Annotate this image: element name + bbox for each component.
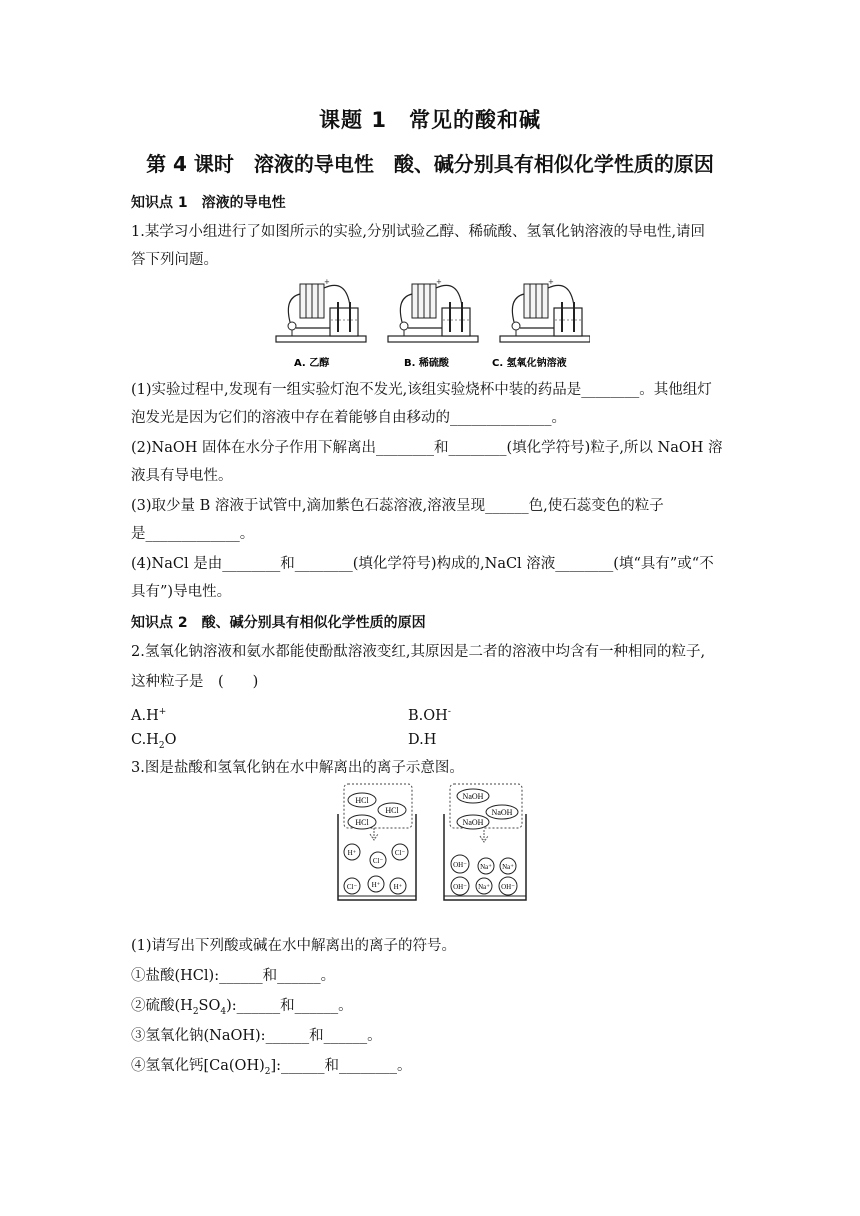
hcl-molecule: HCl: [385, 806, 399, 815]
q3-sub-3: ③氢氧化钠(NaOH):______和______。: [131, 1028, 382, 1044]
naoh-molecule: NaOH: [462, 818, 484, 827]
question-1-line2: 答下列问题。: [131, 252, 218, 268]
section-heading-1: 知识点 1 溶液的导电性: [131, 195, 286, 211]
ion-cl: Cl⁻: [346, 883, 358, 891]
caption-c: C. 氢氧化钠溶液: [492, 358, 567, 369]
hcl-molecule: HCl: [355, 796, 369, 805]
option-b: B.OH-: [408, 707, 451, 724]
ion-na: Na⁺: [502, 863, 514, 871]
q1-part2-line1: (2)NaOH 固体在水分子作用下解离出________和________(填化学符号)粒子,所以 NaOH 溶: [131, 440, 723, 456]
q1-part1-line1: (1)实验过程中,发现有一组实验灯泡不发光,该组实验烧杯中装的药品是________。其他组灯: [131, 382, 712, 398]
apparatus-b: [388, 278, 478, 342]
q1-part3-line2: 是_____________。: [131, 526, 255, 542]
q3-part1: (1)请写出下列酸或碱在水中解离出的离子的符号。: [131, 938, 457, 954]
ion-h: H⁺: [371, 881, 381, 889]
ion-h: H⁺: [393, 883, 403, 891]
q3-sub-4: ④氢氧化钙$[Ca(OH)_2]:\_\_\_\_\_\_$和________。: [131, 1058, 412, 1077]
question-1-line1: 1.某学习小组进行了如图所示的实验,分别试验乙醇、稀硫酸、氢氧化钠溶液的导电性,请回: [131, 224, 706, 240]
caption-b: B. 稀硫酸: [404, 358, 449, 369]
conductivity-apparatus-figure: [272, 276, 590, 372]
ion-na: Na⁺: [478, 883, 490, 891]
ion-oh: OH⁻: [501, 883, 515, 891]
ion-dissociation-figure: [336, 780, 532, 904]
apparatus-c: [500, 278, 590, 342]
question-3-line: 3.图是盐酸和氢氧化钠在水中解离出的离子示意图。: [131, 760, 464, 776]
ion-oh: OH⁻: [453, 883, 467, 891]
question-2-line1: 2.氢氧化钠溶液和氨水都能使酚酞溶液变红,其原因是二者的溶液中均含有一种相同的粒子,: [131, 644, 706, 660]
ion-oh: OH⁻: [453, 861, 467, 869]
caption-a: A. 乙醇: [294, 358, 330, 369]
naoh-molecule: NaOH: [491, 808, 513, 817]
question-2-line2: 这种粒子是 ( ): [131, 674, 259, 690]
q1-part3-line1: (3)取少量 B 溶液于试管中,滴加紫色石蕊溶液,溶液呈现______色,使石蕊变色的粒子: [131, 498, 664, 514]
naoh-molecule: NaOH: [462, 792, 484, 801]
q1-part4-line2: 具有”)导电性。: [131, 584, 232, 600]
ion-na: Na⁺: [480, 863, 492, 871]
q3-sub-2: ②硫酸$(H_2SO_4):\_\_\_\_\_\_$和______。: [131, 998, 353, 1017]
section-heading-2: 知识点 2 酸、碱分别具有相似化学性质的原因: [131, 615, 426, 631]
q1-part1-line2: 泡发光是因为它们的溶液中存在着能够自由移动的______________。: [131, 410, 566, 426]
q1-part4-line1: (4)NaCl 是由________和________(填化学符号)构成的,NaCl 溶液________(填“具有”或“不: [131, 556, 714, 572]
lesson-subtitle: 第 4 课时 溶液的导电性 酸、碱分别具有相似化学性质的原因: [146, 152, 714, 176]
ion-cl: Cl⁻: [394, 849, 406, 857]
page-title: 课题 1 常见的酸和碱: [319, 108, 541, 132]
hcl-molecule: HCl: [355, 818, 369, 827]
ion-cl: Cl⁻: [372, 857, 384, 865]
apparatus-a: [276, 278, 366, 342]
svg-text:+: +: [324, 278, 330, 286]
q1-part2-line2: 液具有导电性。: [131, 468, 233, 484]
option-a: A.H+: [131, 707, 167, 724]
option-d: D.H: [408, 732, 437, 748]
ion-h: H⁺: [347, 849, 357, 857]
q3-sub-1: ①盐酸(HCl):______和______。: [131, 968, 336, 984]
option-c: $C.H_2O$: [131, 732, 177, 751]
